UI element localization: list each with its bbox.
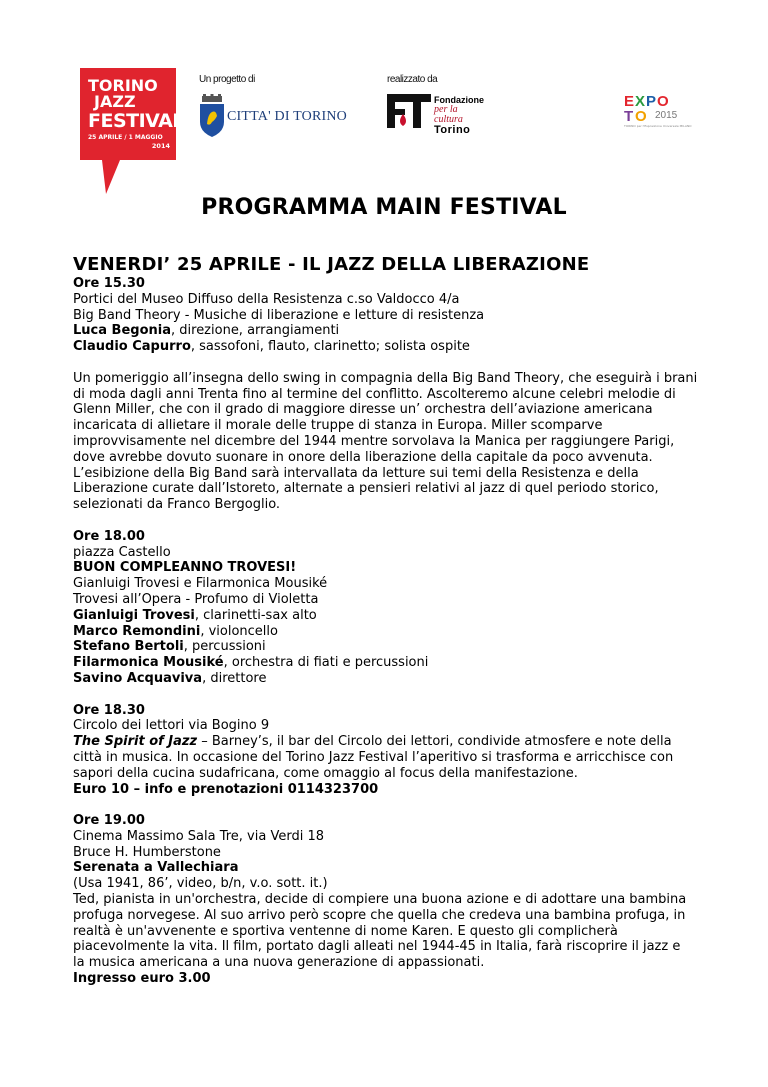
description-line: incaricata di allietare il morale delle truppe di stanza in Europa. Miller scomparve: [73, 418, 603, 434]
svg-text:E: E: [624, 93, 635, 110]
event-venue: Cinema Massimo Sala Tre, via Verdi 18: [73, 828, 324, 844]
description-line: di moda dagli anni Trenta fino al termine del conflitto. Ascolteremo alcune celebri melodie di: [73, 386, 676, 402]
fct-monogram-icon: [387, 92, 433, 132]
fondazione-line1: Fondazione: [434, 95, 484, 105]
logo-line-torino: TORINO: [88, 76, 158, 95]
film-title: Serenata a Vallechiara: [73, 860, 239, 876]
performer-line: [73, 639, 713, 655]
description-line: Glenn Miller, che con il grado di maggiore diresse un’ orchestra dell’aviazione americana: [73, 402, 653, 418]
fondazione-line2: per la cultura: [434, 104, 463, 125]
description-line: [73, 734, 713, 750]
performer-line: [73, 655, 713, 671]
event-headline: BUON COMPLEANNO TROVESI!: [73, 560, 297, 576]
performer-line: [73, 624, 713, 640]
svg-text:O: O: [635, 108, 647, 124]
event-venue: Circolo dei lettori via Bogino 9: [73, 718, 270, 734]
event-venue: piazza Castello: [73, 544, 171, 560]
performer-role: , clarinetti-sax alto: [194, 607, 317, 623]
logo-line-festival: FESTIVAL: [88, 110, 184, 132]
svg-text:T: T: [624, 108, 634, 124]
description-line: dove avrebbe dovuto suonare in onore della liberazione della capitale da poco avvenuta.: [73, 449, 653, 465]
page-header: [0, 0, 768, 200]
event-1900: [73, 813, 713, 987]
day-heading: VENERDI’ 25 APRILE - IL JAZZ DELLA LIBERAZIONE: [73, 254, 590, 275]
performer-name: Gianluigi Trovesi: [73, 607, 195, 623]
event-price: Ingresso euro 3.00: [73, 971, 211, 987]
event-subtitle: Trovesi all’Opera - Profumo di Violetta: [73, 591, 319, 607]
expo-year: 2015: [655, 110, 678, 121]
torino-crest-icon: [198, 94, 226, 138]
performer-role: , direttore: [202, 670, 267, 686]
performer-name: Luca Begonia: [73, 323, 171, 339]
event-time: Ore 18.00: [73, 528, 145, 544]
performer-role: , direzione, arrangiamenti: [171, 323, 340, 339]
description-line: Un pomeriggio all’insegna dello swing in compagnia della Big Band Theory, che eseguirà i brani: [73, 370, 698, 386]
expo-to-2015-logo: [624, 92, 692, 132]
event-subtitle: Gianluigi Trovesi e Filarmonica Mousiké: [73, 576, 328, 592]
performer-role: , percussioni: [183, 639, 266, 655]
performer-role: , sassofoni, flauto, clarinetto; solista ospite: [190, 339, 470, 355]
event-name: The Spirit of Jazz: [73, 734, 198, 750]
performer-name: Stefano Bertoli: [73, 639, 184, 655]
logo-dates: 25 APRILE / 1 MAGGIO: [88, 134, 163, 141]
logo-year: 2014: [151, 142, 170, 150]
performer-name: Savino Acquaviva: [73, 670, 203, 686]
description-line: sapori della cucina sudafricana, come omaggio al focus della manifestazione.: [73, 765, 578, 781]
event-time: Ore 19.00: [73, 813, 145, 829]
performer-role: , violoncello: [200, 623, 278, 639]
logo-line-jazz: JAZZ: [94, 92, 136, 111]
description-line: la musica americana a una nuova generazione di appassionati.: [73, 955, 485, 971]
event-1530: [73, 276, 713, 513]
event-1830: [73, 703, 713, 798]
description-line: piacevolmente la vita. Il film, portato dagli alleati nel 1944-45 in Italia, farà riscoprire il jazz e: [73, 939, 681, 955]
event-price: Euro 10 – info e prenotazioni 0114323700: [73, 781, 379, 797]
event-program: Big Band Theory - Musiche di liberazione e letture di resistenza: [73, 307, 485, 323]
torino-jazz-festival-logo: [80, 68, 184, 196]
event-time: Ore 15.30: [73, 276, 145, 291]
description-line: selezionati da Franco Bergoglio.: [73, 497, 281, 513]
description-line: Ted, pianista in un'orchestra, decide di compiere una buona azione e di adottare una bambina: [73, 892, 687, 908]
performer-name: Claudio Capurro: [73, 339, 191, 355]
description-line: città in musica. In occasione del Torino Jazz Festival l’aperitivo si trasforma e arricchisce con: [73, 749, 674, 765]
description-line: profuga norvegese. Al suo arrivo però scopre che quella che credeva una bambina profuga, in: [73, 907, 686, 923]
svg-text:X: X: [635, 93, 646, 110]
caption-progetto: Un progetto di: [199, 74, 255, 85]
svg-text:O: O: [657, 93, 669, 110]
program-content: [73, 254, 713, 987]
film-info: (Usa 1941, 86’, video, b/n, v.o. sott. it.): [73, 876, 328, 892]
event-time: Ore 18.30: [73, 702, 145, 718]
fondazione-cultura-torino-logo: [387, 92, 487, 136]
performer-role: , orchestra di fiati e percussioni: [223, 655, 429, 671]
event-venue: Portici del Museo Diffuso della Resistenza c.so Valdocco 4/a: [73, 291, 460, 307]
performer-name: Marco Remondini: [73, 623, 201, 639]
description-line: L’esibizione della Big Band sarà intervallata da letture sui temi della Resistenza e della: [73, 465, 639, 481]
fondazione-line3: Torino: [434, 124, 471, 136]
performer-line: [73, 323, 713, 339]
performer-line: [73, 339, 713, 355]
performer-line: [73, 608, 713, 624]
citta-di-torino-logo: [198, 94, 348, 138]
page-title: PROGRAMMA MAIN FESTIVAL: [201, 195, 567, 220]
description-text: – Barney’s, il bar del Circolo dei lettori, condivide atmosfere e note della: [197, 734, 672, 750]
description-line: improvvisamente nel dicembre del 1944 mentre sorvolava la Manica per raggiungere Parigi,: [73, 433, 675, 449]
performer-name: Filarmonica Mousiké: [73, 655, 224, 671]
expo-tagline: TORINO per l'Esposizione Universale MILANO: [624, 124, 692, 128]
caption-realizzato: realizzato da: [387, 74, 438, 85]
svg-text:P: P: [646, 93, 657, 110]
description-line: Liberazione curate dall’Istoreto, alternate a pensieri relativi al jazz di quel periodo storico,: [73, 481, 659, 497]
event-1800: [73, 529, 713, 687]
description-line: realtà è un'avvenente e sportiva ventenne di nome Karen. E questo gli complicherà: [73, 923, 618, 939]
performer-line: [73, 671, 713, 687]
film-director: Bruce H. Humberstone: [73, 844, 221, 860]
citta-di-torino-text: CITTA' DI TORINO: [227, 109, 347, 124]
